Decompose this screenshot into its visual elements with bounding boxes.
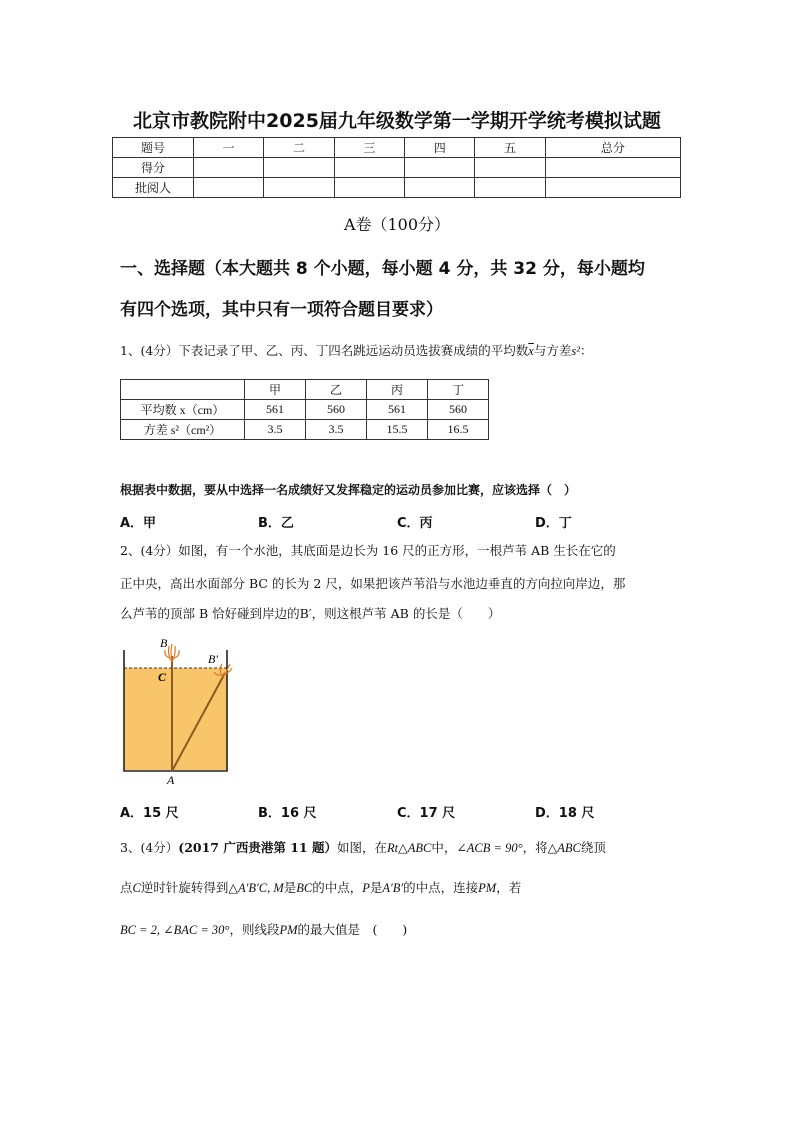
q1-mid: 与方差 xyxy=(533,343,572,358)
score-cell[interactable] xyxy=(475,158,545,178)
q1-option-a[interactable]: A．甲 xyxy=(120,516,157,531)
q3-text: 中， xyxy=(431,840,457,855)
q3-math: Rt△ABC xyxy=(386,841,432,855)
q1-end: ： xyxy=(580,343,593,358)
grader-cell[interactable] xyxy=(334,178,404,198)
q1-table-cell: 15.5 xyxy=(367,420,428,440)
grader-cell[interactable] xyxy=(264,178,334,198)
q1-table-cell: 甲 xyxy=(245,380,306,400)
score-row-label: 批阅人 xyxy=(113,178,194,198)
q1-table-cell: 平均数 x（cm） xyxy=(121,400,245,420)
label-c: C xyxy=(158,670,167,684)
score-header-cell: 二 xyxy=(264,138,334,158)
score-cell[interactable] xyxy=(194,158,264,178)
q1-option-b[interactable]: B．乙 xyxy=(258,516,294,531)
q1-table-row xyxy=(121,400,489,420)
q3-text: ，将 xyxy=(522,840,548,855)
grader-cell[interactable] xyxy=(405,178,475,198)
q1-table-cell xyxy=(121,380,245,400)
part1-heading-line2: 有四个选项，其中只有一项符合题目要求） xyxy=(120,300,443,320)
q1-stem xyxy=(120,341,686,361)
score-header-cell: 题号 xyxy=(113,138,194,158)
q2-option-c[interactable]: C．17 尺 xyxy=(397,806,456,821)
q2-line1: 2、(4分）如图，有一个水池，其底面是边长为 16 尺的正方形，一根芦苇 AB 生长在它的 xyxy=(120,543,616,558)
q3-math: A′B′ xyxy=(382,881,404,895)
q1-table-cell: 16.5 xyxy=(428,420,489,440)
q3-text: ，若 xyxy=(496,880,522,895)
q1-table-cell: 丙 xyxy=(367,380,428,400)
q3-text: 的中点， xyxy=(312,880,363,895)
q1-data-table xyxy=(120,379,489,440)
q3-line1 xyxy=(120,838,686,858)
q2-option-b[interactable]: B．16 尺 xyxy=(258,806,317,821)
q1-table-cell: 561 xyxy=(245,400,306,420)
q3-text: 是 xyxy=(369,880,383,895)
grader-cell[interactable] xyxy=(475,178,545,198)
q2-line3: 么芦苇的顶部 B 恰好碰到岸边的B′，则这根芦苇 AB 的长是（ ） xyxy=(120,606,501,621)
label-b-prime: B′ xyxy=(208,652,218,666)
grader-cell[interactable] xyxy=(545,178,680,198)
score-header-cell: 三 xyxy=(334,138,404,158)
q1-option-d[interactable]: D．丁 xyxy=(535,516,572,531)
score-header-cell: 四 xyxy=(405,138,475,158)
part1-heading-line1: 一、选择题（本大题共 8 个小题，每小题 4 分，共 32 分，每小题均 xyxy=(120,259,645,279)
q3-line2 xyxy=(120,878,686,898)
section-a-title: A卷（100分） xyxy=(343,215,451,234)
q3-prefix: 3、(4分） xyxy=(120,840,179,855)
score-table-header-row xyxy=(113,138,681,158)
q3-math: C xyxy=(132,881,141,895)
score-cell[interactable] xyxy=(405,158,475,178)
q3-math: P xyxy=(362,881,370,895)
grader-row xyxy=(113,178,681,198)
q3-line3 xyxy=(120,920,686,940)
q3-math: BC xyxy=(296,881,313,895)
score-header-cell: 五 xyxy=(475,138,545,158)
q1-option-c[interactable]: C．丙 xyxy=(397,516,433,531)
q3-math: ∠ACB = 90° xyxy=(456,841,523,855)
q3-math: △ABC xyxy=(547,841,581,855)
label-b: B xyxy=(160,636,168,650)
q1-s2: s² xyxy=(571,344,580,358)
pond-figure xyxy=(112,632,242,787)
score-cell[interactable] xyxy=(264,158,334,178)
q3-math: △A′B′C, M xyxy=(228,881,284,895)
score-cell[interactable] xyxy=(545,158,680,178)
q3-math: PM xyxy=(279,923,298,937)
q1-table-header-row xyxy=(121,380,489,400)
label-a: A xyxy=(167,773,175,787)
q3-math: PM xyxy=(478,881,497,895)
q3-text: 绕顶 xyxy=(580,840,606,855)
exam-title: 北京市教院附中2025届九年级数学第一学期开学统考模拟试题 xyxy=(133,110,661,132)
q3-text: 如图，在 xyxy=(336,840,387,855)
q1-table-cell: 3.5 xyxy=(306,420,367,440)
q3-text: ，则线段 xyxy=(229,922,280,937)
score-row-label: 得分 xyxy=(113,158,194,178)
score-cell[interactable] xyxy=(334,158,404,178)
q1-table-cell: 560 xyxy=(428,400,489,420)
q2-line2: 正中央，高出水面部分 BC 的长为 2 尺，如果把该芦苇沿与水池边垂直的方向拉向岸边，那 xyxy=(120,576,626,591)
q3-text: 的最大值是 ( ) xyxy=(297,922,408,937)
q3-text: 是 xyxy=(283,880,297,895)
water-fill xyxy=(124,668,227,770)
q1-question: 根据表中数据，要从中选择一名成绩好又发挥稳定的运动员参加比赛，应该选择（ ） xyxy=(120,483,577,497)
q1-table-cell: 560 xyxy=(306,400,367,420)
q3-source: (2017 广西贵港第 11 题） xyxy=(178,840,337,855)
q3-text: 点 xyxy=(120,880,133,895)
q1-table-row xyxy=(121,420,489,440)
q3-text: 逆时针旋转得到 xyxy=(140,880,229,895)
q1-prefix: 1、(4分）下表记录了甲、乙、丙、丁四名跳远运动员选拔赛成绩的平均数 xyxy=(120,343,529,358)
q1-xbar: $\overline{x}$ xyxy=(528,344,534,358)
q2-option-a[interactable]: A．15 尺 xyxy=(120,806,179,821)
score-header-cell: 一 xyxy=(194,138,264,158)
q1-table-cell: 丁 xyxy=(428,380,489,400)
q1-table-cell: 方差 s²（cm²） xyxy=(121,420,245,440)
grader-cell[interactable] xyxy=(194,178,264,198)
q2-option-d[interactable]: D．18 尺 xyxy=(535,806,595,821)
q1-table-cell: 3.5 xyxy=(245,420,306,440)
q3-text: 的中点，连接 xyxy=(403,880,479,895)
q1-table-cell: 乙 xyxy=(306,380,367,400)
score-header-cell: 总分 xyxy=(545,138,680,158)
q3-math: BC = 2, ∠BAC = 30° xyxy=(120,923,230,937)
score-row xyxy=(113,158,681,178)
q1-table-cell: 561 xyxy=(367,400,428,420)
score-table xyxy=(112,137,681,198)
